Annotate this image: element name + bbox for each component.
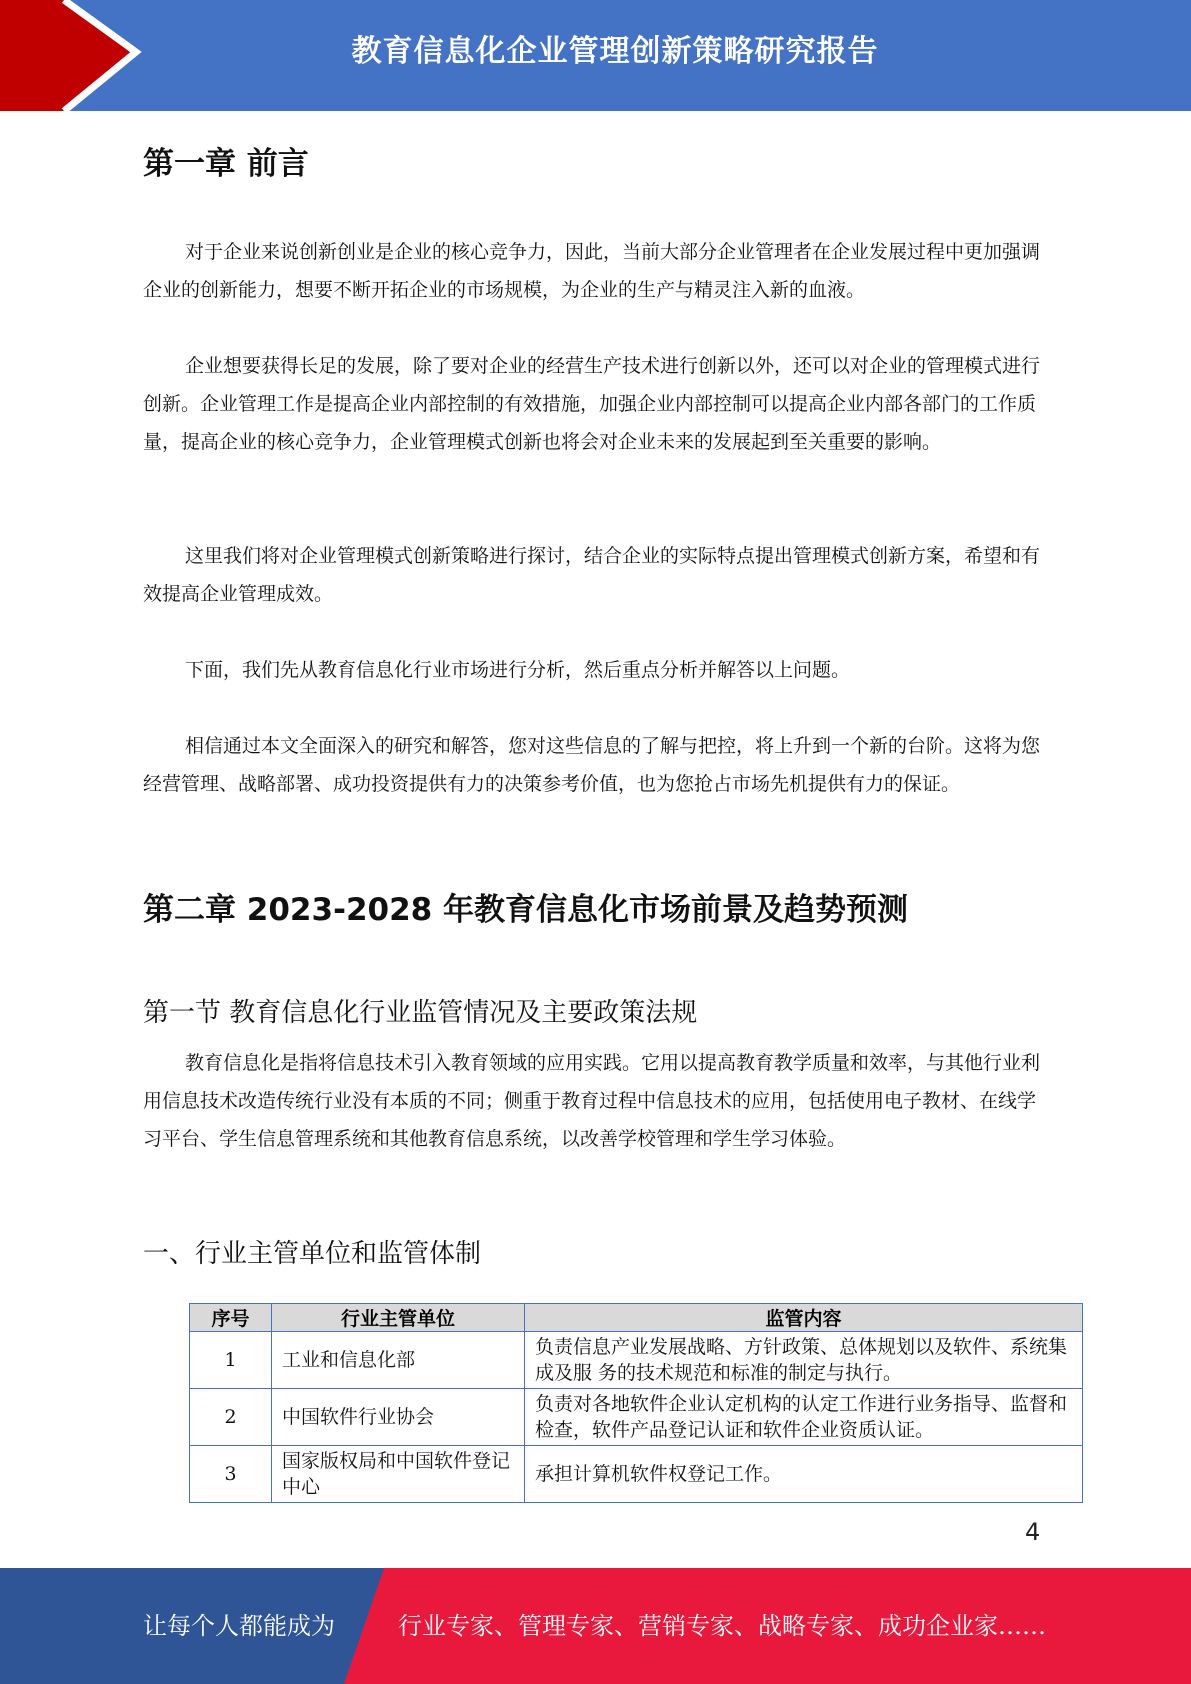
page-footer-band [0, 1568, 1191, 1684]
table-cell-content: 负责信息产业发展战略、方针政策、总体规划以及软件、系统集成及服 务的技术规范和标准的制定与执行。 [525, 1332, 1083, 1389]
chapter1-heading: 第一章 前言 [143, 146, 309, 182]
chapter1-paragraph-3: 这里我们将对企业管理模式创新策略进行探讨，结合企业的实际特点提出管理模式创新方案，希望和有效提高企业管理成效。 [143, 545, 1041, 605]
chapter1-paragraph-2: 企业想要获得长足的发展，除了要对企业的经营生产技术进行创新以外，还可以对企业的管理模式进行创新。企业管理工作是提高企业内部控制的有效措施，加强企业内部控制可以提高企业内部各部门的工作质量，提高企业的核心竞争力，企业管理模式创新也将会对企业未来的发展起到至关重要的影响。 [143, 355, 1041, 453]
chapter1-paragraph-4: 下面，我们先从教育信息化行业市场进行分析，然后重点分析并解答以上问题。 [185, 659, 851, 681]
footer-slogan-left: 让每个人都能成为 [143, 1612, 335, 1640]
column-header-authority: 行业主管单位 [272, 1304, 525, 1332]
subsection1-heading: 一、行业主管单位和监管体制 [143, 1239, 482, 1269]
table-cell-authority: 中国软件行业协会 [272, 1389, 525, 1446]
column-header-number: 序号 [190, 1304, 272, 1332]
table-cell-authority: 工业和信息化部 [272, 1332, 525, 1389]
column-header-content: 监管内容 [525, 1304, 1083, 1332]
table-cell-number: 1 [190, 1332, 272, 1389]
table-header-row [190, 1304, 1083, 1332]
header-arrow-graphic [0, 0, 230, 111]
section1-heading: 第一节 教育信息化行业监管情况及主要政策法规 [143, 998, 698, 1028]
page-header-band [0, 0, 1191, 111]
section1-paragraph: 教育信息化是指将信息技术引入教育领域的应用实践。它用以提高教育教学质量和效率，与其他行业利用信息技术改造传统行业没有本质的不同；侧重于教育过程中信息技术的应用，包括使用电子教材、在线学习平台、学生信息管理系统和其他教育信息系统，以改善学校管理和学生学习体验。 [143, 1052, 1041, 1150]
table-cell-number: 2 [190, 1389, 272, 1446]
table-row [190, 1332, 1083, 1389]
table-row [190, 1389, 1083, 1446]
report-title: 教育信息化企业管理创新策略研究报告 [351, 34, 879, 69]
table-cell-content: 承担计算机软件权登记工作。 [525, 1446, 1083, 1503]
footer-slogan-right: 行业专家、管理专家、营销专家、战略专家、成功企业家…… [398, 1612, 1046, 1640]
regulatory-authority-table [189, 1303, 1083, 1503]
chapter1-paragraph-1: 对于企业来说创新创业是企业的核心竞争力，因此，当前大部分企业管理者在企业发展过程中更加强调企业的创新能力，想要不断开拓企业的市场规模，为企业的生产与精灵注入新的血液。 [143, 241, 1041, 301]
table-row [190, 1446, 1083, 1503]
table-cell-number: 3 [190, 1446, 272, 1503]
table-cell-authority: 国家版权局和中国软件登记中心 [272, 1446, 525, 1503]
table-cell-content: 负责对各地软件企业认定机构的认定工作进行业务指导、监督和检查，软件产品登记认证和软件企业资质认证。 [525, 1389, 1083, 1446]
chapter2-heading: 第二章 2023-2028 年教育信息化市场前景及趋势预测 [143, 892, 909, 928]
chapter1-paragraph-5: 相信通过本文全面深入的研究和解答，您对这些信息的了解与把控，将上升到一个新的台阶。这将为您经营管理、战略部署、成功投资提供有力的决策参考价值，也为您抢占市场先机提供有力的保证。 [143, 735, 1041, 795]
page-number: 4 [1025, 1518, 1041, 1546]
